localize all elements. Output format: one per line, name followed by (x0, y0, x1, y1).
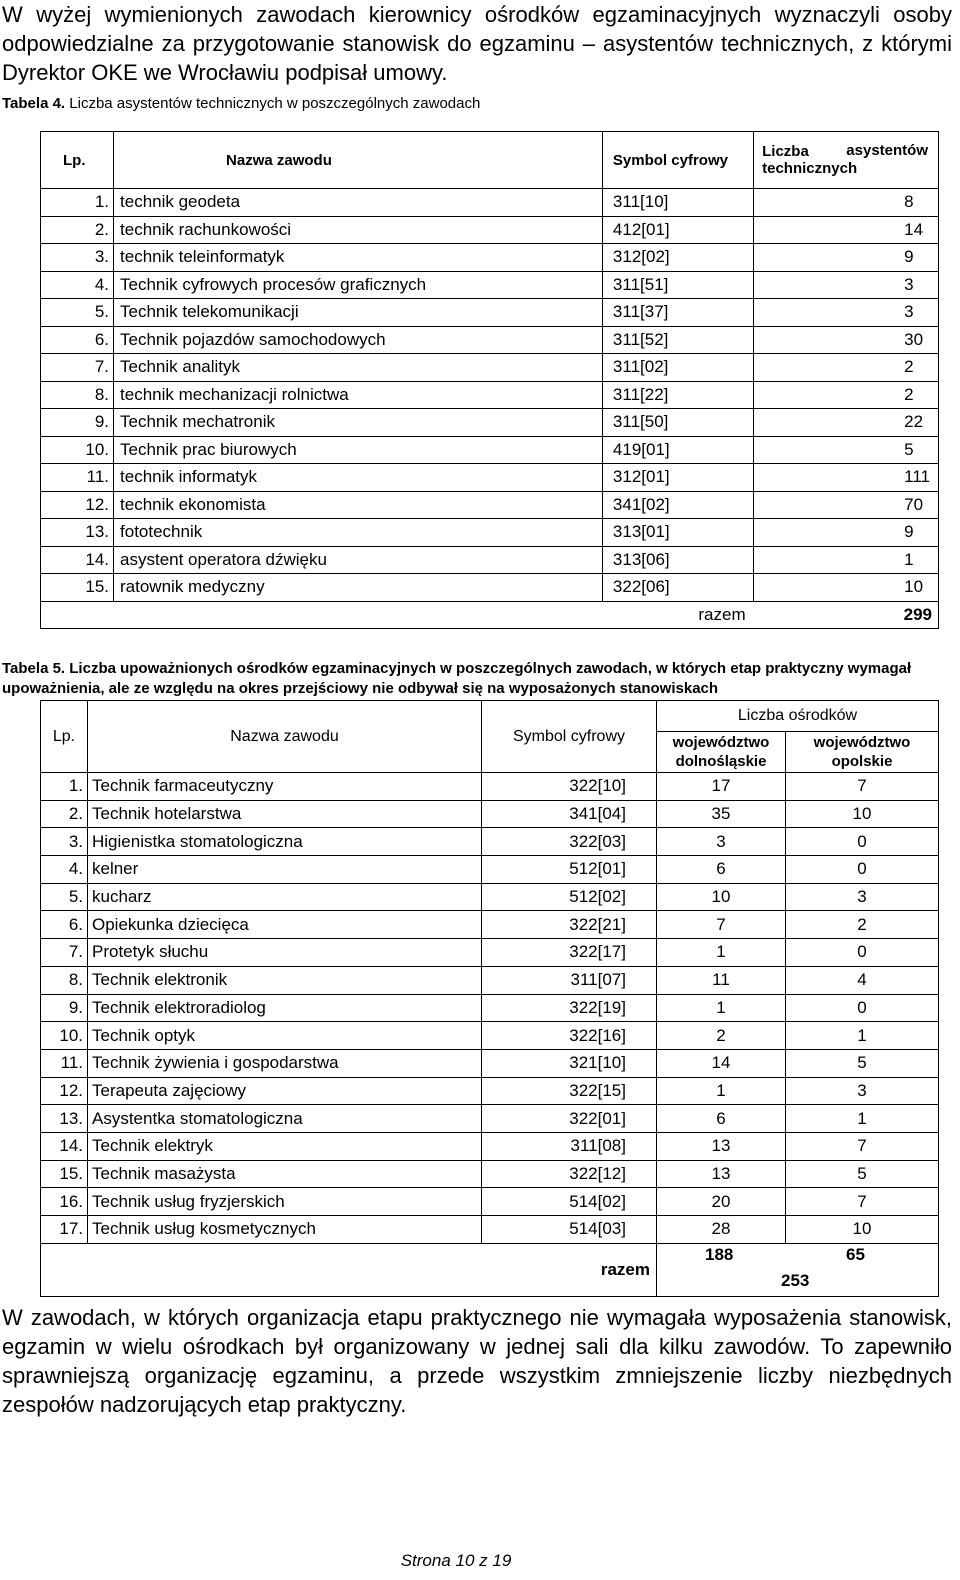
table4-header-symbol: Symbol cyfrowy (602, 132, 753, 189)
row-lp: 6. (41, 911, 88, 939)
row-symbol: 311[07] (482, 966, 657, 994)
row-name: technik mechanizacji rolnictwa (114, 381, 603, 409)
row-symbol: 514[02] (482, 1188, 657, 1216)
row-opolskie: 3 (786, 1077, 939, 1105)
row-symbol: 322[15] (482, 1077, 657, 1105)
row-symbol: 512[02] (482, 883, 657, 911)
row-symbol: 419[01] (602, 436, 753, 464)
row-count: 3 (754, 271, 939, 299)
row-opolskie: 2 (786, 911, 939, 939)
row-count: 3 (754, 299, 939, 327)
row-lp: 14. (41, 546, 114, 574)
row-name: Terapeuta zajęciowy (88, 1077, 482, 1105)
table-row (41, 409, 939, 437)
row-name: Technik optyk (88, 1022, 482, 1050)
row-name: Technik farmaceutyczny (88, 773, 482, 801)
row-count: 9 (754, 244, 939, 272)
row-name: Technik pojazdów samochodowych (114, 326, 603, 354)
row-name: Technik usług fryzjerskich (88, 1188, 482, 1216)
row-count: 14 (754, 216, 939, 244)
row-symbol: 512[01] (482, 856, 657, 884)
table5-total-all: 253 (781, 1270, 810, 1290)
table-row (41, 491, 939, 519)
row-name: Technik usług kosmetycznych (88, 1216, 482, 1244)
table4-total-label: razem (41, 601, 754, 629)
row-symbol: 322[21] (482, 911, 657, 939)
table-row (41, 574, 939, 602)
row-name: technik informatyk (114, 464, 603, 492)
row-symbol: 311[51] (602, 271, 753, 299)
row-name: Asystentka stomatologiczna (88, 1105, 482, 1133)
row-symbol: 311[52] (602, 326, 753, 354)
table-row (41, 546, 939, 574)
row-name: technik ekonomista (114, 491, 603, 519)
table4-header-lp: Lp. (41, 132, 114, 189)
table-row (41, 436, 939, 464)
row-symbol: 321[10] (482, 1049, 657, 1077)
table4-title: Liczba asystentów technicznych w poszczególnych zawodach (69, 95, 481, 112)
row-symbol: 322[01] (482, 1105, 657, 1133)
row-name: technik geodeta (114, 189, 603, 217)
row-count: 22 (754, 409, 939, 437)
row-dolnoslaskie: 17 (657, 773, 786, 801)
row-name: asystent operatora dźwięku (114, 546, 603, 574)
row-symbol: 322[17] (482, 939, 657, 967)
table-row (41, 1188, 939, 1216)
row-symbol: 311[22] (602, 381, 753, 409)
row-lp: 6. (41, 326, 114, 354)
row-lp: 16. (41, 1188, 88, 1216)
table5-total-values (657, 1243, 939, 1296)
table4-header-count (754, 132, 939, 189)
table5-label: Tabela 5. (2, 660, 66, 677)
row-dolnoslaskie: 6 (657, 856, 786, 884)
row-dolnoslaskie: 35 (657, 800, 786, 828)
row-lp: 3. (41, 244, 114, 272)
table-row (41, 1049, 939, 1077)
table5-caption (2, 659, 957, 699)
row-symbol: 322[10] (482, 773, 657, 801)
row-name: Technik analityk (114, 354, 603, 382)
row-dolnoslaskie: 14 (657, 1049, 786, 1077)
row-opolskie: 4 (786, 966, 939, 994)
row-symbol: 322[06] (602, 574, 753, 602)
table-row (41, 994, 939, 1022)
row-opolskie: 0 (786, 828, 939, 856)
row-symbol: 311[37] (602, 299, 753, 327)
table-row (41, 299, 939, 327)
table5-title: Liczba upoważnionych ośrodków egzaminacyjnych w poszczególnych zawodach, w których etap praktyczny wymagał upoważnienia, ale ze względu na okres przejściowy nie odbywał się na wyposażonych stanowiskach (2, 660, 912, 697)
row-lp: 2. (41, 216, 114, 244)
row-lp: 8. (41, 966, 88, 994)
row-dolnoslaskie: 20 (657, 1188, 786, 1216)
table-row (41, 800, 939, 828)
row-opolskie: 10 (786, 1216, 939, 1244)
row-lp: 5. (41, 883, 88, 911)
row-symbol: 311[50] (602, 409, 753, 437)
row-symbol: 311[08] (482, 1132, 657, 1160)
row-symbol: 312[01] (602, 464, 753, 492)
row-count: 9 (754, 519, 939, 547)
row-lp: 7. (41, 939, 88, 967)
row-lp: 13. (41, 1105, 88, 1133)
row-count: 2 (754, 381, 939, 409)
table-row (41, 939, 939, 967)
row-symbol: 311[10] (602, 189, 753, 217)
table-row (41, 883, 939, 911)
table-row (41, 326, 939, 354)
row-symbol: 412[01] (602, 216, 753, 244)
table-row (41, 519, 939, 547)
row-name: technik teleinformatyk (114, 244, 603, 272)
row-symbol: 341[02] (602, 491, 753, 519)
row-opolskie: 0 (786, 856, 939, 884)
row-opolskie: 0 (786, 939, 939, 967)
table4-header-count-a: Liczba technicznych (762, 143, 858, 177)
table-row (41, 856, 939, 884)
row-count: 1 (754, 546, 939, 574)
row-lp: 1. (41, 189, 114, 217)
table5-header-symbol: Symbol cyfrowy (482, 701, 657, 773)
table-row (41, 966, 939, 994)
row-name: kelner (88, 856, 482, 884)
row-opolskie: 7 (786, 1132, 939, 1160)
row-name: Technik elektronik (88, 966, 482, 994)
table-row (41, 1132, 939, 1160)
row-count: 5 (754, 436, 939, 464)
table5-total-label: razem (41, 1243, 657, 1296)
row-symbol: 313[01] (602, 519, 753, 547)
row-name: fototechnik (114, 519, 603, 547)
row-symbol: 322[03] (482, 828, 657, 856)
row-lp: 15. (41, 574, 114, 602)
row-name: Technik żywienia i gospodarstwa (88, 1049, 482, 1077)
row-lp: 14. (41, 1132, 88, 1160)
table5-header-lp: Lp. (41, 701, 88, 773)
row-lp: 17. (41, 1216, 88, 1244)
row-lp: 1. (41, 773, 88, 801)
row-opolskie: 3 (786, 883, 939, 911)
row-lp: 9. (41, 994, 88, 1022)
row-lp: 9. (41, 409, 114, 437)
row-dolnoslaskie: 11 (657, 966, 786, 994)
table-row (41, 381, 939, 409)
row-count: 30 (754, 326, 939, 354)
row-lp: 13. (41, 519, 114, 547)
row-lp: 7. (41, 354, 114, 382)
row-symbol: 313[06] (602, 546, 753, 574)
row-lp: 4. (41, 856, 88, 884)
row-name: Technik masażysta (88, 1160, 482, 1188)
row-opolskie: 7 (786, 773, 939, 801)
row-lp: 15. (41, 1160, 88, 1188)
table5-total-opo: 65 (846, 1244, 865, 1264)
row-symbol: 341[04] (482, 800, 657, 828)
table-row (41, 189, 939, 217)
row-count: 70 (754, 491, 939, 519)
table-row (41, 1216, 939, 1244)
table-row (41, 244, 939, 272)
row-dolnoslaskie: 6 (657, 1105, 786, 1133)
row-dolnoslaskie: 28 (657, 1216, 786, 1244)
table5 (40, 700, 939, 1297)
row-opolskie: 10 (786, 800, 939, 828)
row-dolnoslaskie: 13 (657, 1160, 786, 1188)
row-dolnoslaskie: 1 (657, 939, 786, 967)
table4-caption (2, 94, 957, 114)
table-row (41, 911, 939, 939)
row-lp: 3. (41, 828, 88, 856)
intro-paragraph: W wyżej wymienionych zawodach kierownicy ośrodków egzaminacyjnych wyznaczyli osoby odpowiedzialne za przygotowanie stanowisk do egzaminu – asystentów technicznych, z którymi Dyrektor OKE we Wrocławiu podpisał umowy. (2, 2, 952, 85)
row-lp: 2. (41, 800, 88, 828)
row-symbol: 311[02] (602, 354, 753, 382)
row-name: Opiekunka dziecięca (88, 911, 482, 939)
row-name: Technik telekomunikacji (114, 299, 603, 327)
row-name: Technik elektroradiolog (88, 994, 482, 1022)
table4-header-row (41, 132, 939, 189)
table-row (41, 1022, 939, 1050)
row-name: Technik mechatronik (114, 409, 603, 437)
table-row (41, 464, 939, 492)
page-footer: Strona 10 z 19 (400, 1551, 512, 1570)
row-lp: 5. (41, 299, 114, 327)
table4-header-count-b: asystentów (846, 142, 928, 159)
row-dolnoslaskie: 1 (657, 994, 786, 1022)
table5-total-row (41, 1243, 939, 1296)
table-row (41, 1160, 939, 1188)
row-name: Technik prac biurowych (114, 436, 603, 464)
row-opolskie: 1 (786, 1105, 939, 1133)
row-lp: 4. (41, 271, 114, 299)
table5-header-dol: województwo dolnośląskie (657, 732, 786, 773)
table-row (41, 216, 939, 244)
row-symbol: 322[12] (482, 1160, 657, 1188)
row-dolnoslaskie: 1 (657, 1077, 786, 1105)
row-lp: 12. (41, 1077, 88, 1105)
row-symbol: 322[16] (482, 1022, 657, 1050)
row-count: 2 (754, 354, 939, 382)
row-name: Technik hotelarstwa (88, 800, 482, 828)
row-dolnoslaskie: 7 (657, 911, 786, 939)
table4-total-value: 299 (754, 601, 939, 629)
row-count: 10 (754, 574, 939, 602)
row-lp: 10. (41, 1022, 88, 1050)
table5-header-group: Liczba ośrodków (657, 701, 939, 732)
table5-header-name: Nazwa zawodu (88, 701, 482, 773)
row-opolskie: 7 (786, 1188, 939, 1216)
table4-total-row (41, 601, 939, 629)
table5-header-opo: województwo opolskie (786, 732, 939, 773)
row-name: Technik elektryk (88, 1132, 482, 1160)
table-row (41, 271, 939, 299)
row-symbol: 312[02] (602, 244, 753, 272)
row-lp: 12. (41, 491, 114, 519)
row-name: Protetyk słuchu (88, 939, 482, 967)
row-symbol: 514[03] (482, 1216, 657, 1244)
row-opolskie: 5 (786, 1049, 939, 1077)
row-dolnoslaskie: 3 (657, 828, 786, 856)
row-name: ratownik medyczny (114, 574, 603, 602)
row-dolnoslaskie: 13 (657, 1132, 786, 1160)
row-lp: 11. (41, 1049, 88, 1077)
row-opolskie: 0 (786, 994, 939, 1022)
table-row (41, 354, 939, 382)
table-row (41, 773, 939, 801)
row-lp: 10. (41, 436, 114, 464)
table-row (41, 1105, 939, 1133)
row-symbol: 322[19] (482, 994, 657, 1022)
row-name: Higienistka stomatologiczna (88, 828, 482, 856)
row-dolnoslaskie: 2 (657, 1022, 786, 1050)
table4-label: Tabela 4. (2, 95, 66, 112)
table4-header-name: Nazwa zawodu (114, 132, 603, 189)
row-name: technik rachunkowości (114, 216, 603, 244)
row-name: kucharz (88, 883, 482, 911)
row-lp: 11. (41, 464, 114, 492)
row-opolskie: 1 (786, 1022, 939, 1050)
row-opolskie: 5 (786, 1160, 939, 1188)
table-row (41, 1077, 939, 1105)
row-lp: 8. (41, 381, 114, 409)
row-name: Technik cyfrowych procesów graficznych (114, 271, 603, 299)
table-row (41, 828, 939, 856)
table5-header-row-1 (41, 701, 939, 732)
row-dolnoslaskie: 10 (657, 883, 786, 911)
table4 (40, 131, 939, 629)
row-count: 8 (754, 189, 939, 217)
row-count: 111 (754, 464, 939, 492)
outro-paragraph: W zawodach, w których organizacja etapu praktycznego nie wymagała wyposażenia stanowisk, egzamin w wielu ośrodkach był organizowany w jednej sali dla kilku zawodów. To zapewniło sprawniejszą organizację egzaminu, a przede wszystkim zmniejszenie liczby niezbędnych zespołów nadzorujących etap praktyczny. (2, 1305, 952, 1417)
table5-total-dol: 188 (705, 1244, 734, 1264)
